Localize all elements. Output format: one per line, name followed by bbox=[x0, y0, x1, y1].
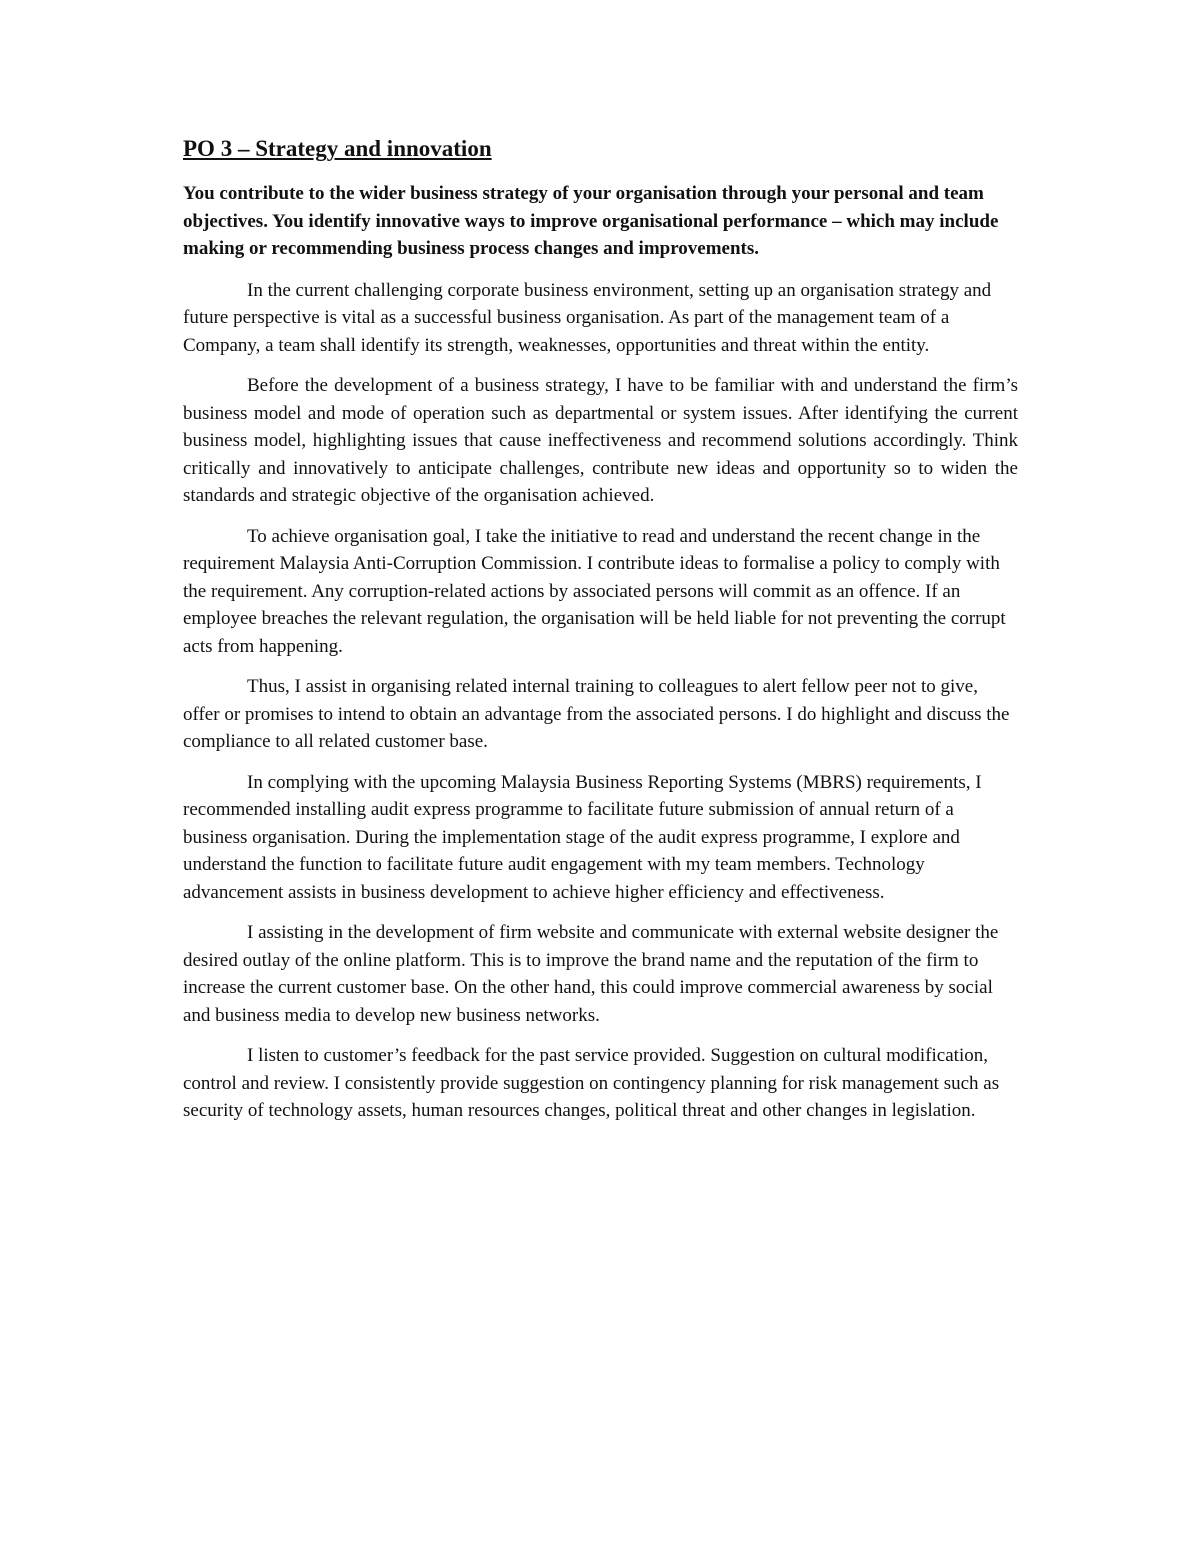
intro-statement: You contribute to the wider business strategy of your organisation through your personal and team objectives. You identify innovative ways to improve organisational performance – which may include making or recommending business process changes and improvements. bbox=[183, 183, 999, 259]
paragraph: Thus, I assist in organising related internal training to colleagues to alert fellow peer not to give, offer or promises to intend to obtain an advantage from the associated persons. I do highlight and discuss the compliance to all related customer base. bbox=[183, 676, 1010, 752]
document-title: PO 3 – Strategy and innovation bbox=[183, 136, 492, 161]
paragraph: I listen to customer’s feedback for the past service provided. Suggestion on cultural modification, control and review. I consistently provide suggestion on contingency planning for risk management such as security of technology assets, human resources changes, political threat and other changes in legislation. bbox=[183, 1045, 1000, 1121]
paragraph: I assisting in the development of firm website and communicate with external website designer the desired outlay of the online platform. This is to improve the brand name and the reputation of the firm to increase the current customer base. On the other hand, this could improve commercial awareness by social and business media to develop new business networks. bbox=[183, 922, 999, 1026]
paragraph: In the current challenging corporate business environment, setting up an organisation strategy and future perspective is vital as a successful business organisation. As part of the management team of a Company, a team shall identify its strength, weaknesses, opportunities and threat within the entity. bbox=[183, 279, 992, 356]
paragraph: In complying with the upcoming Malaysia Business Reporting Systems (MBRS) requirements, I recommended installing audit express programme to facilitate future submission of annual return of a business organisation. During the implementation stage of the audit express programme, I explore and understand the function to facilitate future audit engagement with my team members. Technology advancement assists in business development to achieve higher efficiency and effectiveness. bbox=[183, 771, 982, 903]
paragraph: Before the development of a business strategy, I have to be familiar with and understand the firm’s business model and mode of operation such as departmental or system issues. After identifying the current business model, highlighting issues that cause ineffectiveness and recommend solutions accordingly. Think critically and innovatively to anticipate challenges, contribute new ideas and opportunity so to widen the standards and strategic objective of the organisation achieved. bbox=[183, 375, 1018, 506]
document-page bbox=[183, 134, 1018, 1138]
paragraph: To achieve organisation goal, I take the initiative to read and understand the recent change in the requirement Malaysia Anti-Corruption Commission. I contribute ideas to formalise a policy to comply with the requirement. Any corruption-related actions by associated persons will commit as an offence. If an employee breaches the relevant regulation, the organisation will be held liable for not preventing the corrupt acts from happening. bbox=[183, 525, 1006, 657]
